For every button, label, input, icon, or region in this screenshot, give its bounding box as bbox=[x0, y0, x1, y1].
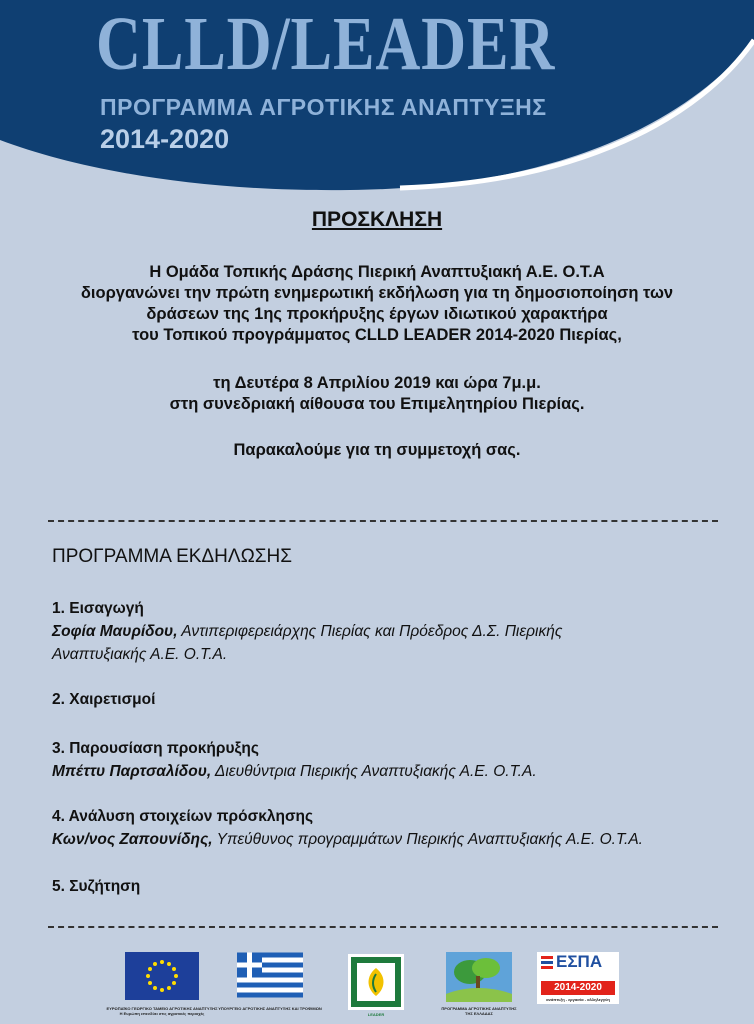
eu-caption bbox=[96, 1006, 228, 1016]
espa-title: ΕΣΠΑ bbox=[556, 952, 603, 971]
speaker-name: Κων/νος Ζαπουνίδης, bbox=[52, 831, 213, 848]
rural-programme-caption bbox=[430, 1006, 528, 1016]
program-item bbox=[52, 805, 732, 851]
program-item-title: 5. Συζήτηση bbox=[52, 878, 141, 895]
invitation-date-line: τη Δευτέρα 8 Απριλίου 2019 και ώρα 7μ.μ. bbox=[213, 374, 541, 392]
invitation-title: ΠΡΟΣΚΛΗΣΗ bbox=[311, 208, 443, 231]
header-title: CLLD/LEADER bbox=[96, 2, 556, 86]
program-item-title: 4. Ανάλυση στοιχείων πρόσκλησης bbox=[52, 808, 314, 825]
invitation-line: δράσεων της 1ης προκήρυξης έργων ιδιωτικού χαρακτήρα bbox=[146, 305, 608, 323]
espa-years: 2014-2020 bbox=[554, 982, 602, 993]
program-title: ΠΡΟΓΡΑΜΜΑ ΕΚΔΗΛΩΣΗΣ bbox=[52, 546, 292, 567]
speaker-name: Σοφία Μαυρίδου, bbox=[52, 623, 178, 640]
program-item-title: 2. Χαιρετισμοί bbox=[52, 691, 156, 708]
program-item bbox=[52, 597, 732, 666]
speaker-role-continued: Αναπτυξιακής Α.Ε. Ο.Τ.Α. bbox=[52, 646, 228, 663]
invitation-closing: Παρακαλούμε για τη συμμετοχή σας. bbox=[233, 441, 521, 459]
program-item-title: 1. Εισαγωγή bbox=[52, 600, 144, 617]
invitation-line: του Τοπικού προγράμματος CLLD LEADER 2014-2020 Πιερίας, bbox=[132, 326, 622, 344]
dashed-divider bbox=[48, 926, 718, 928]
greek-ministry-caption: ΥΠΟΥΡΓΕΙΟ ΑΓΡΟΤΙΚΗΣ ΑΝΑΠΤΥΞΗΣ ΚΑΙ ΤΡΟΦΙΜΩΝ bbox=[218, 1006, 322, 1011]
rural-programme-caption-line: ΠΡΟΓΡΑΜΜΑ ΑΓΡΟΤΙΚΗΣ ΑΝΑΠΤΥΞΗΣ bbox=[441, 1006, 517, 1011]
header-subtitle: ΠΡΟΓΡΑΜΜΑ ΑΓΡΟΤΙΚΗΣ ΑΝΑΠΤΥΞΗΣ bbox=[100, 94, 547, 120]
invitation-when bbox=[20, 373, 734, 415]
invitation-line: διοργανώνει την πρώτη ενημερωτική εκδήλωση για τη δημοσιοποίηση των bbox=[80, 284, 674, 302]
program-item bbox=[52, 875, 732, 898]
program-item bbox=[52, 737, 732, 783]
eu-caption-line: ΕΥΡΩΠΑΪΚΟ ΓΕΩΡΓΙΚΟ ΤΑΜΕΙΟ ΑΓΡΟΤΙΚΗΣ ΑΝΑΠΤΥΞΗΣ bbox=[106, 1006, 218, 1011]
logo-strip bbox=[0, 946, 754, 1024]
header-banner bbox=[0, 0, 754, 200]
leader-logo bbox=[348, 954, 404, 1010]
eu-caption-line: Η Ευρώπη επενδύει στις αγροτικές περιοχές bbox=[119, 1011, 205, 1016]
program-item bbox=[52, 688, 732, 711]
invitation-line: Η Ομάδα Τοπικής Δράσης Πιερική Αναπτυξιακή Α.Ε. Ο.Τ.Α bbox=[149, 263, 605, 281]
speaker-role: Αντιπεριφερειάρχης Πιερίας και Πρόεδρος Δ.Σ. Πιερικής bbox=[177, 623, 563, 640]
speaker-name: Μπέττυ Παρτσαλίδου, bbox=[52, 763, 212, 780]
espa-tagline: ανάπτυξη - εργασία - αλληλεγγύη bbox=[546, 997, 610, 1002]
leader-logo-text: LEADER bbox=[367, 1012, 385, 1017]
eu-flag-logo bbox=[125, 952, 199, 1000]
invitation-venue-line: στη συνεδριακή αίθουσα του Επιμελητηρίου Πιερίας. bbox=[169, 395, 585, 413]
greek-flag-logo bbox=[237, 952, 303, 998]
dashed-divider bbox=[48, 520, 718, 522]
header-years: 2014-2020 bbox=[100, 124, 230, 154]
invitation-text bbox=[20, 262, 734, 346]
speaker-role: Διευθύντρια Πιερικής Αναπτυξιακής Α.Ε. Ο.Τ.Α. bbox=[211, 763, 537, 780]
rural-programme-caption-line: ΤΗΣ ΕΛΛΑΔΑΣ bbox=[465, 1011, 493, 1016]
rural-development-programme-logo bbox=[446, 952, 512, 1002]
program-item-title: 3. Παρουσίαση προκήρυξης bbox=[52, 740, 259, 757]
speaker-role: Υπεύθυνος προγραμμάτων Πιερικής Αναπτυξιακής Α.Ε. Ο.Τ.Α. bbox=[212, 831, 643, 848]
